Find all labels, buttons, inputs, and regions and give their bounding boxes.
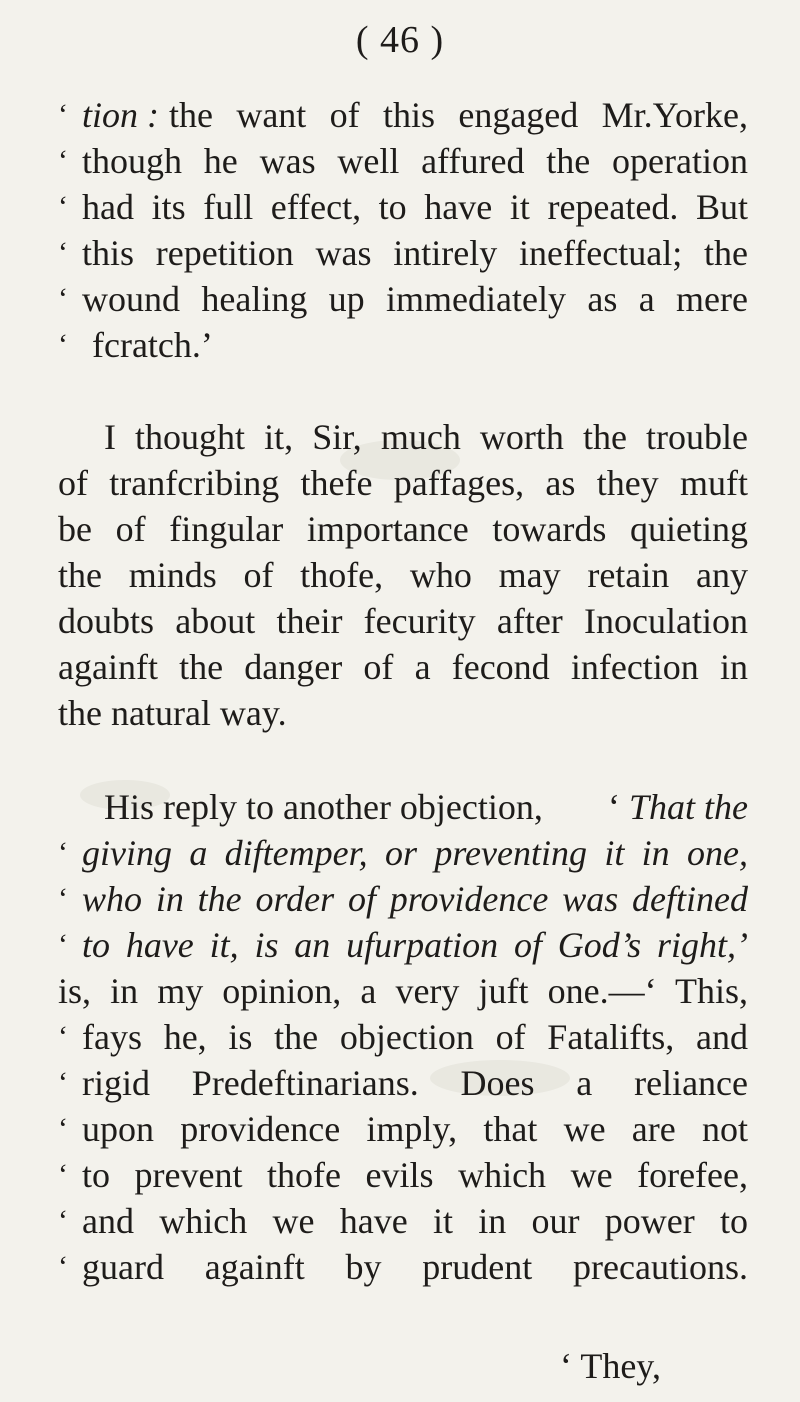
text-line: I thought it, Sir, much worth the trouble [104, 417, 748, 457]
paragraph-2 [58, 414, 748, 736]
text-line: ‘ though he was well affured the operation [58, 141, 748, 181]
text-line: ‘ tion : the want of this engaged Mr.Yorke, [58, 95, 748, 135]
text-line: ‘ to prevent thofe evils which we forefee, [58, 1155, 748, 1195]
text-line: doubts about their fecurity after Inoculation [58, 601, 748, 641]
text-line: of tranfcribing thefe paffages, as they muft [58, 463, 748, 503]
text-line: ‘ fays he, is the objection of Fatalifts, and [58, 1017, 748, 1057]
text-line: ‘ rigid Predeftinarians. Does a reliance [58, 1063, 748, 1103]
text-line: ‘ had its full effect, to have it repeated. But [58, 187, 748, 227]
text-line: ‘ who in the order of providence was deftined [58, 879, 748, 919]
text-line: ‘ this repetition was intirely ineffectual; the [58, 233, 748, 273]
page-number: ( 46 ) [355, 19, 445, 61]
text-line: ‘ guard againft by prudent precautions. [58, 1247, 748, 1287]
text-line: is, in my opinion, a very juft one.—‘ This, [58, 971, 748, 1011]
text-line: ‘ giving a diftemper, or preventing it in one, [58, 833, 748, 873]
text-line: His reply to another objection, ‘ That the [104, 787, 748, 827]
text-line: ‘ fcratch.’ [58, 325, 213, 365]
text-line: the minds of thofe, who may retain any [58, 555, 748, 595]
text-line: ‘ to have it, is an ufurpation of God’s right,’ [58, 925, 748, 965]
text-line: ‘ upon providence imply, that we are not [58, 1109, 748, 1149]
paragraph-1 [58, 92, 748, 368]
catchword: ‘ They, [560, 1346, 661, 1386]
text-line: ‘ wound healing up immediately as a mere [58, 279, 748, 319]
text-line: againft the danger of a fecond infection in [58, 647, 748, 687]
paragraph-3 [58, 784, 748, 1290]
text-line: the natural way. [58, 693, 287, 733]
text-line: ‘ and which we have it in our power to [58, 1201, 748, 1241]
text-line: be of fingular importance towards quieting [58, 509, 748, 549]
